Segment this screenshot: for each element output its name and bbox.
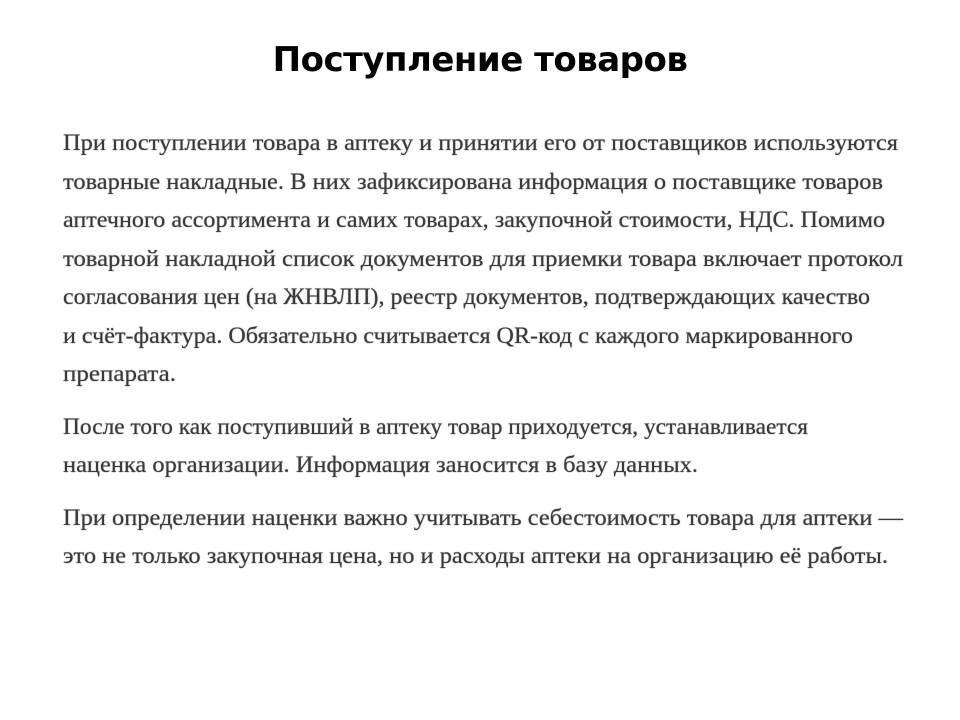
paragraph-markup bbox=[63, 408, 913, 485]
paragraph-cost bbox=[63, 499, 913, 576]
text-line: товарные накладные. В них зафиксирована информация о поставщике товаров bbox=[63, 168, 883, 194]
slide-title: Поступление товаров bbox=[272, 40, 688, 80]
text-line: После того как поступивший в аптеку товар приходуется, устанавливается bbox=[63, 413, 809, 439]
text-line: препарата. bbox=[63, 361, 176, 386]
text-line: аптечного ассортимента и самих товарах, закупочной стоимости, НДС. Помимо bbox=[63, 207, 886, 232]
paragraph-receipt-documents bbox=[63, 124, 913, 394]
text-line: наценка организации. Информация заносится в базу данных. bbox=[63, 452, 698, 477]
text-line: При поступлении товара в аптеку и принятии его от поставщиков используются bbox=[63, 130, 899, 155]
text-line: согласования цен (на ЖНВЛП), реестр документов, подтверждающих качество bbox=[63, 284, 870, 309]
text-line: и счёт-фактура. Обязательно считывается QR-код с каждого маркированного bbox=[63, 322, 853, 348]
text-line: товарной накладной список документов для приемки товара включает протокол bbox=[63, 245, 904, 271]
slide-body bbox=[63, 124, 913, 576]
text-line: При определении наценки важно учитывать себестоимость товара для аптеки — bbox=[63, 504, 903, 530]
text-line: это не только закупочная цена, но и расходы аптеки на организацию её работы. bbox=[63, 543, 888, 568]
